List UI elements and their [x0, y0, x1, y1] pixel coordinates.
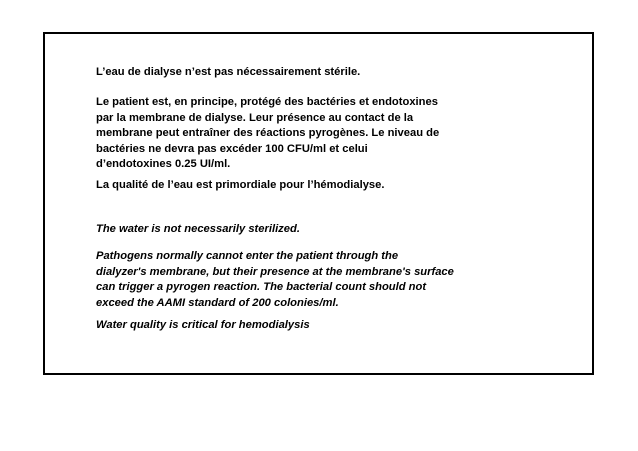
english-statement-quality: Water quality is critical for hemodialysis [96, 319, 310, 331]
french-statement-membrane: Le patient est, en principe, protégé des bactéries et endotoxines par la membrane de dialyse. Leur présence au contact de la membrane peut entraîner des réactions pyrogènes. Le niveau de bactéries ne devra pas excéder 100 CFU/ml et celui d’endotoxines 0.25 UI/ml. [96, 96, 440, 170]
french-paragraph-1 [96, 65, 516, 81]
french-statement-quality: La qualité de l’eau est primordiale pour l’hémodialyse. [96, 179, 385, 191]
english-statement-membrane: Pathogens normally cannot enter the patient through the dialyzer's membrane, but their presence at the membrane's surface can trigger a pyrogen reaction. The bacterial count should not exceed the AAMI standard of 200 colonies/ml. [96, 250, 454, 309]
french-paragraph-2 [96, 95, 516, 173]
english-paragraph-2 [96, 249, 516, 311]
french-statement-sterility: L’eau de dialyse n’est pas nécessairement stérile. [96, 66, 361, 78]
english-statement-sterility: The water is not necessarily sterilized. [96, 223, 300, 235]
english-paragraph-1 [96, 222, 516, 238]
french-paragraph-3 [96, 178, 516, 194]
english-paragraph-3 [96, 318, 516, 334]
